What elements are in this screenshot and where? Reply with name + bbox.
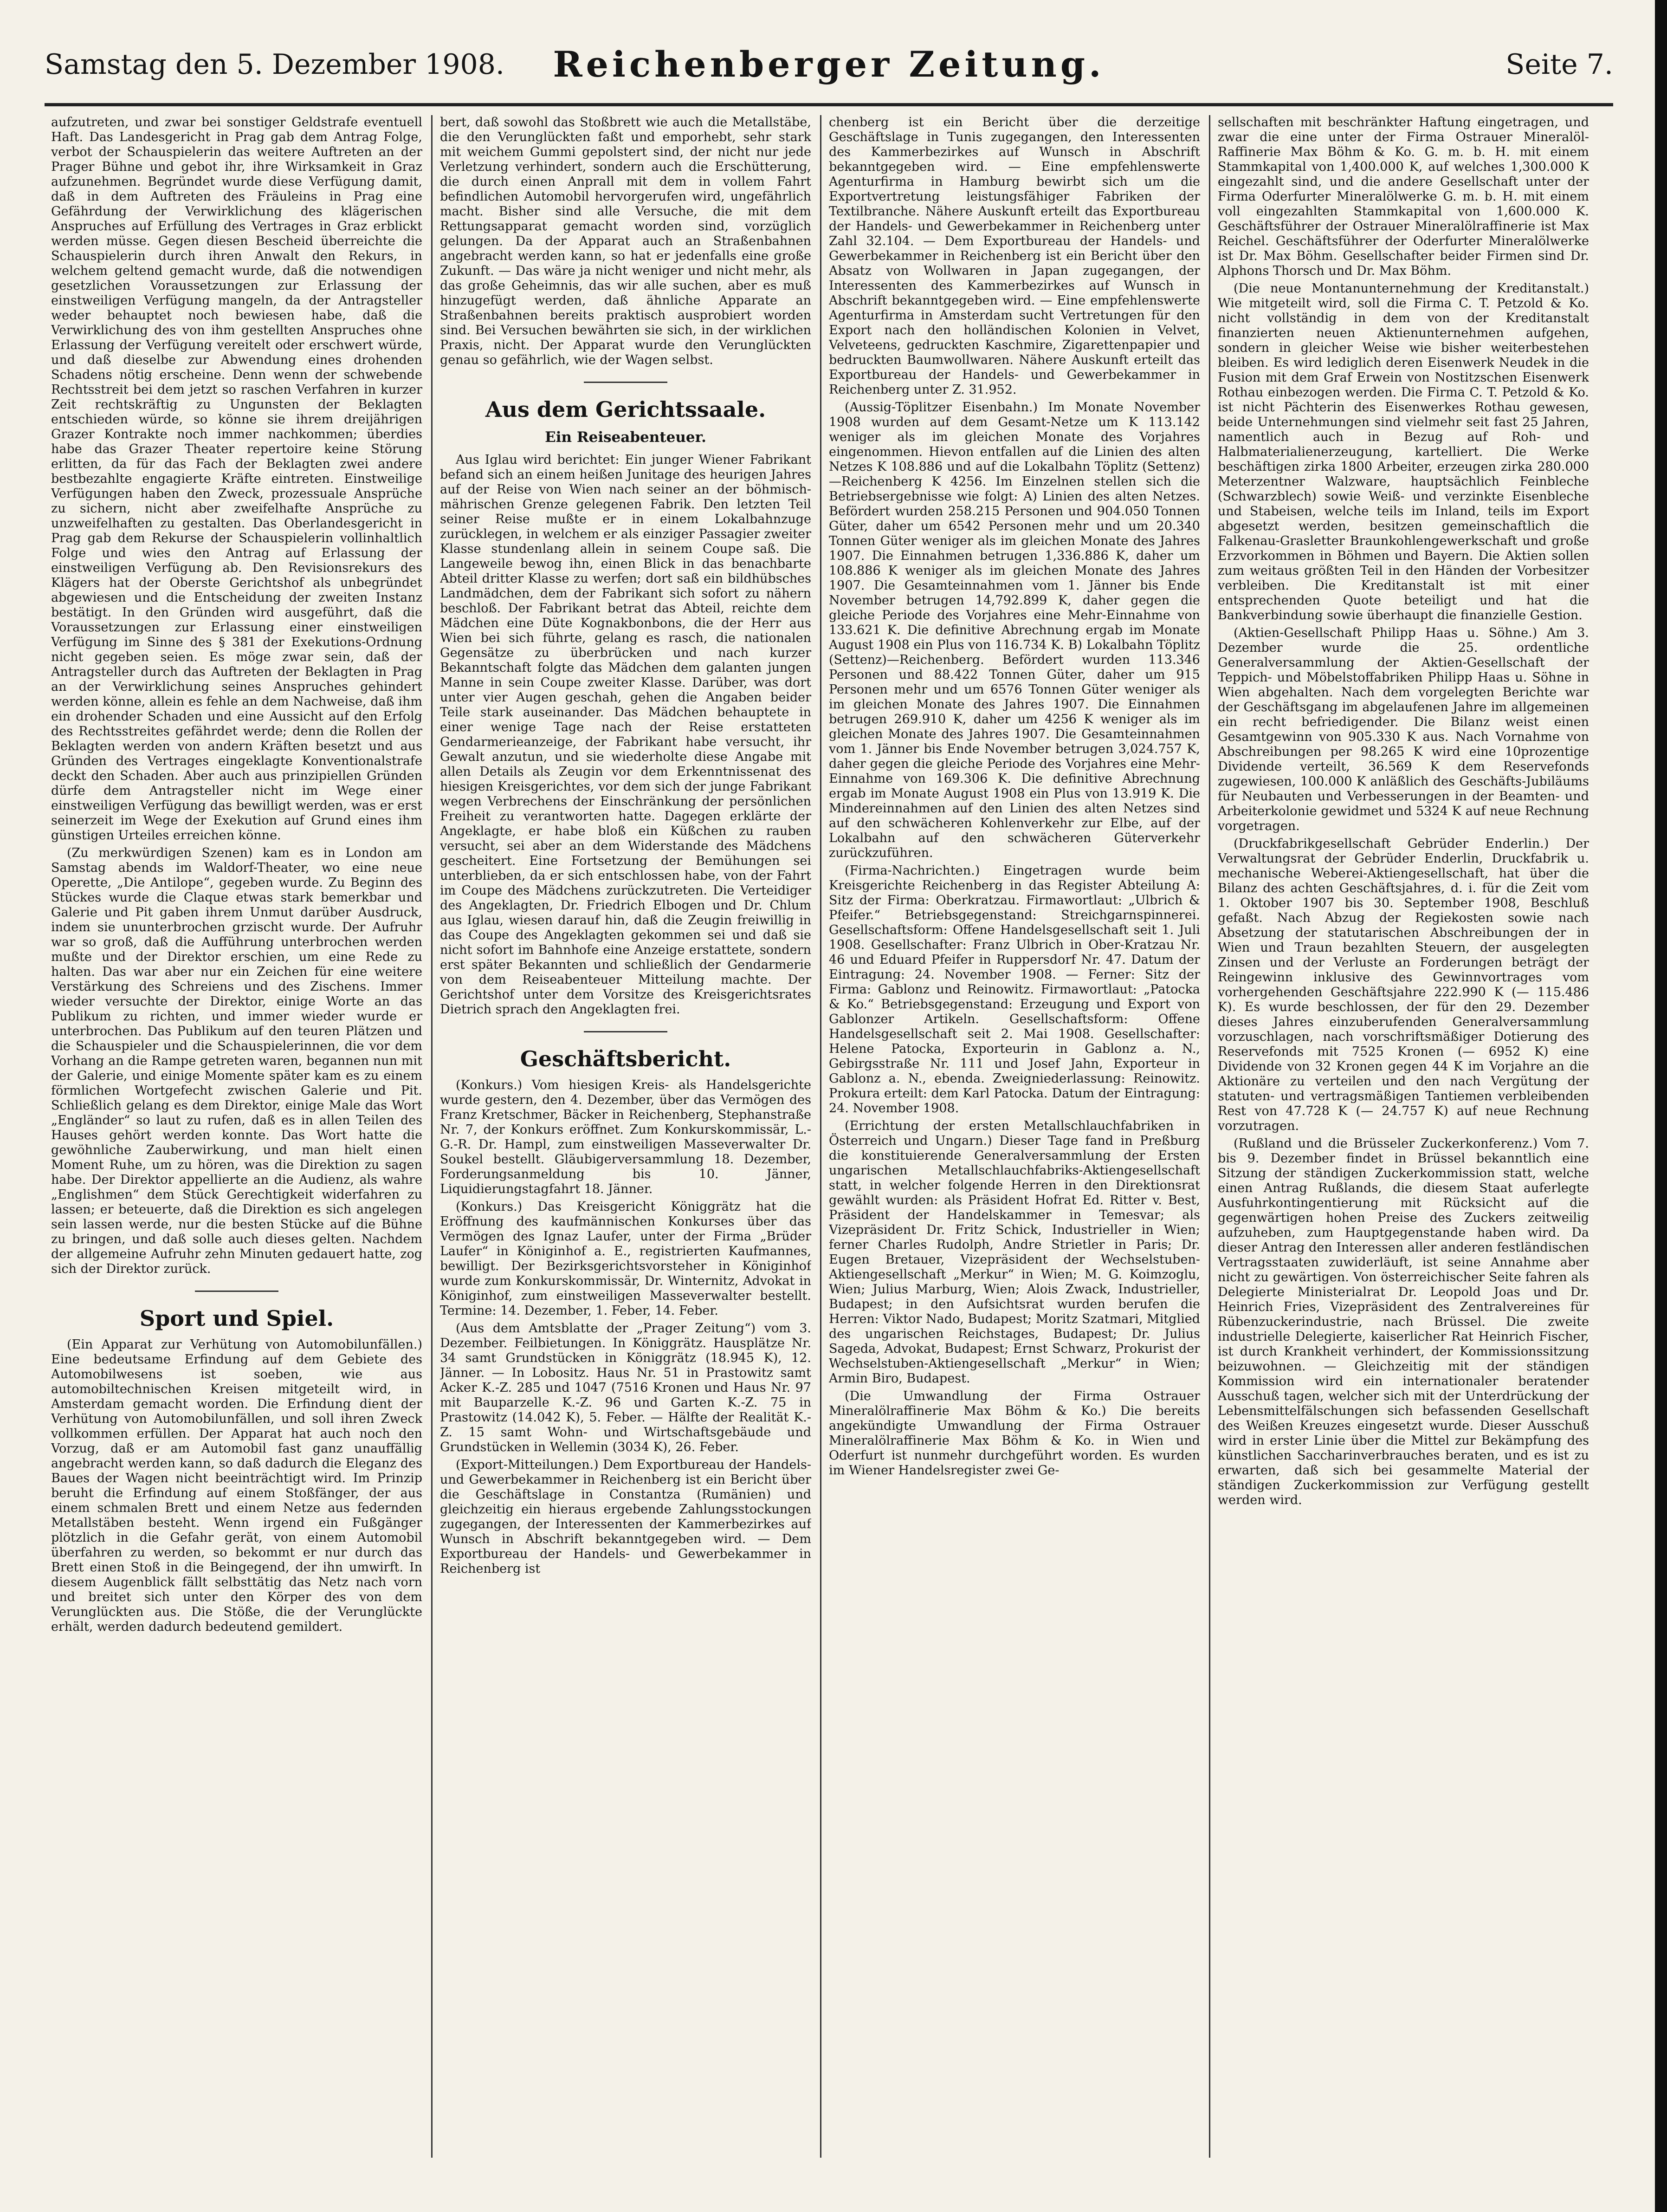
article-export: (Export-Mitteilungen.) Dem Exportbureau der Handels- und Gewerbekammer in Reichenberg ist ein Bericht über die Geschäftslage in Constantza (Rumänien) und gleichzeitig ein hieraus ergebende Zahlungsstockungen zugegangen, der Interessenten der Kammerbezirkes auf Wunsch in Abschrift bekanntgegeben wird. — Dem Exportbureau der Handels- und Gewerbekammer in Reichenberg ist [440,1458,811,1576]
article-sport: (Ein Apparat zur Verhütung von Automobilunfällen.) Eine bedeutsame Erfindung auf dem Gebiete des Automobilwesens ist soeben, wie aus automobiltechnischen Kreisen mitgeteilt wird, in Amsterdam gemacht worden. Die Erfindung dient der Verhütung von Automobilunfällen, und soll ihren Zweck vollkommen erfüllen. Der Apparat hat auch noch den Vorzug, daß er am Automobil fast ganz unauffällig angebracht werden kann, so daß dadurch die Eleganz des Baues der Wagen nicht beeinträchtigt wird. Im Prinzip beruht die Erfindung auf einem Stoßfänger, der aus einem schmalen Brett und einem Netze aus federnden Metallstäben besteht. Wenn irgend ein Fußgänger plötzlich in die Gefahr gerät, von einem Automobil überfahren zu werden, so bekommt er nur durch das Brett einen Stoß in die Beingegend, der ihn umwirft. In diesem Augenblick fällt selbsttätig das Netz nach vorn und breitet sich unter den Körper des von dem Verunglückten aus. Die Stöße, die der Verunglückte erhält, werden dadurch bedeutend gemildert. [51,1337,422,1634]
article-paragraph: aufzutreten, und zwar bei sonstiger Geldstrafe eventuell Haft. Das Landesgericht in Prag gab dem Antrag Folge, verbot der Schauspielerin das weitere Auftreten an der Prager Bühne und gebot ihr, ihre Wirksamkeit in Graz aufzunehmen. Begründet wurde diese Verfügung damit, daß in dem Auftreten des Fräuleins in Prag eine Gefährdung der Verwirklichung des klägerischen Anspruches auf Erfüllung des Vertrages in Graz erblickt werden müsse. Gegen diesen Bescheid überreichte die Schauspielerin durch ihren Anwalt den Rekurs, in welchem geltend gemacht wurde, daß die notwendigen gesetzlichen Voraussetzungen zur Erlassung der einstweiligen Verfügung mangeln, da der Antragsteller weder behauptet noch bewiesen habe, daß die Verwirklichung des von ihm gestellten Anspruches ohne Erlassung der Verfügung vereitelt oder erschwert würde, und daß dieselbe zur Abwendung eines drohenden Schadens nötig erscheine. Denn wenn der schwebende Rechtsstreit bei dem jetzt so raschen Verfahren in kurzer Zeit rechtskräftig zu Ungunsten der Beklagten entschieden würde, so könne sie ihrem dreijährigen Grazer Kontrakte noch immer nachkommen; überdies habe das Grazer Theater repertoire keine Störung erlitten, da für das Fach der Beklagten zwei andere bestbezahlte engagierte Kräfte eintreten. Einstweilige Verfügungen haben den Zweck, prozessuale Ansprüche zu sichern, nicht aber zweifelhafte Ansprüche zu unzweifelhaften zu gestalten. Das Oberlandesgericht in Prag gab dem Rekurse der Schauspielerin vollinhaltlich Folge und wies den Antrag auf Erlassung der einstweiligen Verfügung ab. Den Revisionsrekurs des Klägers hat der Oberste Gerichtshof als unbegründet abgewiesen und die Entscheidung der zweiten Instanz bestätigt. In den Gründen wird ausgeführt, daß die Voraussetzungen zur Erlassung einer einstweiligen Verfügung im Sinne des § 381 der Exekutions-Ordnung nicht gegeben seien. Es möge zwar sein, daß der Antragsteller durch das Auftreten der Beklagten in Prag an der Verwirklichung seines Anspruches gehindert werden könne, allein es fehle an dem Nachweise, daß ihm ein drohender Schaden und eine Aussicht auf den Erfolg des Rechtsstreites gefährdet werde; denn die Rollen der Beklagten werden von andern Kräften besetzt und aus Gründen des Vertrages eingeklagte Konventionalstrafe deckt den Schaden. Aber auch aus prinzipiellen Gründen dürfe dem Antragsteller nicht im Wege einer einstweiligen Verfügung das bewilligt werden, was er erst seinerzeit im Wege der Exekution auf Grund eines ihm günstigen Urteiles erreichen könne. [51,115,422,843]
article-sport-continued: bert, daß sowohl das Stoßbrett wie auch die Metallstäbe, die den Verunglückten faßt und emporhebt, sehr stark mit weichem Gummi gepolstert sind, der nicht nur jede Verletzung verhindert, sondern auch die Erschütterung, die durch einen Anprall mit dem in vollem Fahrt befindlichen Automobil hervorgerufen wird, ungefährlich macht. Bisher sind alle Versuche, die mit dem Rettungsapparat gemacht worden sind, vorzüglich gelungen. Da der Apparat auch an Straßenbahnen angebracht werden kann, so hat er jedenfalls eine große Zukunft. — Das wäre ja nicht weniger und nicht mehr, als das große Geheimnis, das wir alle suchen, aber es muß hinzugefügt werden, daß ähnliche Apparate an Straßenbahnen bereits praktisch ausprobiert worden sind. Bei Versuchen bewährten sie sich, in der wirklichen Praxis, nicht. Der Apparat wurde den Verunglückten genau so gefährlich, wie der Wagen selbst. [440,115,811,367]
article-export-continued: chenberg ist ein Bericht über die derzeitige Geschäftslage in Tunis zugegangen, den Interessenten des Kammerbezirkes auf Wunsch in Abschrift bekanntgegeben wird. — Eine empfehlenswerte Agenturfirma in Hamburg bewirbt sich um die Exportvertretung leistungsfähiger Fabriken der Textilbranche. Nähere Auskunft erteilt das Exportbureau der Handels- und Gewerbekammer in Reichenberg unter Zahl 32.104. — Dem Exportbureau der Handels- und Gewerbekammer in Reichenberg ist ein Bericht über den Absatz von Wollwaren in Japan zugegangen, der Interessenten des Kammerbezirkes auf Wunsch in Abschrift bekanntgegeben wird. — Eine empfehlenswerte Agenturfirma in Amsterdam sucht Vertretungen für den Export nach den holländischen Kolonien in Velvet, Velveteens, gedruckten Kaschmire, Zigarettenpapier und bedruckten Baumwollwaren. Nähere Auskunft erteilt das Exportbureau der Handels- und Gewerbekammer in Reichenberg unter Z. 31.952. [829,115,1200,397]
article-scenes: (Zu merkwürdigen Szenen) kam es in London am Samstag abends im Waldorf-Theater, wo eine neue Operette, „Die Antilope“, gegeben wurde. Zu Beginn des Stückes wurde die Claque etwas stark bemerkbar und Galerie und Pit gaben ihrem Unmut darüber Ausdruck, indem sie ununterbrochen grzischt wurde. Der Aufruhr war so groß, daß die Aufführung unterbrochen werden mußte und der Direktor erschien, um eine Rede zu halten. Das war aber nur ein Zeichen für eine weitere Verstärkung des Schreiens und des Zischens. Immer wieder versuchte der Direktor, einige Worte an das Publikum zu richten, und immer wieder wurde er unterbrochen. Das Publikum auf den teuren Plätzen und die Schauspieler und die Schauspielerinnen, die vor dem Vorhang an die Rampe getreten waren, begannen nun mit der Galerie, und einige Momente später kam es zu einem förmlichen Wortgefecht zwischen Galerie und Pit. Schließlich gelang es dem Direktor, einige Male das Wort „Engländer“ so laut zu rufen, daß es in allen Teilen des Hauses gehört werden konnte. Das Wort hatte die gewöhnliche Zauberwirkung, und man hielt einen Moment Ruhe, um zu hören, was die Direktion zu sagen habe. Der Direktor appellierte an die Audienz, als wahre „Englishmen“ dem Stück Gerechtigkeit widerfahren zu lassen; er beteuerte, daß die Direktion es sich angelegen sein lassen werde, nur die besten Stücke auf die Bühne zu bringen, und daß solle auch dieses gelten. Nachdem der allgemeine Aufruhr zehn Minuten gedauert hatte, zog sich der Direktor zurück. [51,846,422,1276]
column-divider [431,115,433,2158]
article-montan: (Die neue Montanunternehmung der Kreditanstalt.) Wie mitgeteilt wird, soll die Firma C. T. Petzold & Ko. nicht vollständig in dem von der Kreditanstalt finanzierten neuen Aktienunternehmen aufgehen, sondern in gleicher Weise wie bisher weiterbestehen bleiben. Es wird lediglich deren Eisenwerk Neudek in die Fusion mit dem Graf Erwein von Nostitzschen Eisenwerk Rothau einbezogen werden. Die Firma C. T. Petzold & Ko. ist nicht Pächterin des Eisenwerkes Rothau gewesen, beide Unternehmungen sind vielmehr seit fast 25 Jahren, namentlich auch in Bezug auf Roh- und Halbmaterialienerzeugung, kartelliert. Die Werke beschäftigen zirka 1800 Arbeiter, erzeugen zirka 280.000 Meterzentner Walzware, hauptsächlich Feinbleche (Schwarzblech) sowie Weiß- und verzinkte Eisenbleche und Stabeisen, welche teils im Inland, teils im Export abgesetzt werden, besitzen gemeinschaftlich die Falkenau-Grasletter Braunkohlengewerkschaft und große Erzvorkommen in Böhmen und Bayern. Die Aktien sollen zum weitaus größten Teil in den Händen der Vorbesitzer verbleiben. Die Kreditanstalt ist mit einer entsprechenden Quote beteiligt und hat die Bankverbindung sowie überhaupt die finanzielle Gestion. [1218,281,1589,623]
header-rule [45,103,1613,106]
column-2 [440,115,811,2158]
article-headline: Ein Reiseabenteuer. [545,429,706,446]
article-bahn: (Aussig-Töplitzer Eisenbahn.) Im Monate November 1908 wurden auf dem Gesamt-Netze um K 113.142 weniger als im gleichen Monate des Vorjahres eingenommen. Hievon entfallen auf die Linien des alten Netzes K 108.886 und auf die Lokalbahn Töplitz (Settenz)—Reichenberg K 4256. Im Einzelnen stellen sich die Betriebsergebnisse wie folgt: A) Linien des alten Netzes. Befördert wurden 258.215 Personen und 904.050 Tonnen Güter, daher um 6542 Personen mehr und um 20.340 Tonnen Güter weniger als im gleichen Monate des Jahres 1907. Die Einnahmen betrugen 1,336.886 K, daher um 108.886 K weniger als im gleichen Monate des Jahres 1907. Die Gesamteinnahmen vom 1. Jänner bis Ende November betrugen 14,792.899 K, daher gegen die gleiche Periode des Vorjahres eine Mehr-Einnahme von 133.621 K. Die definitive Abrechnung ergab im Monate August 1908 ein Plus von 116.734 K. B) Lokalbahn Töplitz (Settenz)—Reichenberg. Befördert wurden 113.346 Personen und 88.422 Tonnen Güter, daher um 915 Personen mehr und um 6576 Tonnen Güter weniger als im gleichen Monate des Jahres 1907. Die Einnahmen betrugen 269.910 K, daher um 4256 K weniger als im gleichen Monate des Jahres 1907. Die Gesamteinnahmen vom 1. Jänner bis Ende November betrugen 3,024.757 K, daher gegen die gleiche Periode des Vorjahres eine Mehr-Einnahme von 169.306 K. Die definitive Abrechnung ergab im Monate August 1908 ein Plus von 13.919 K. Die Mindereinnahmen auf den Linien des alten Netzes sind auf den schwächeren Kohlenverkehr zur Elbe, auf der Lokalbahn auf den schwächeren Güterverkehr zurückzuführen. [829,400,1200,860]
scan-edge [1655,0,1667,2212]
article-amtsblatt: (Aus dem Amtsblatte der „Prager Zeitung“) vom 3. Dezember. Feilbietungen. In Königgrätz. Hausplätze Nr. 34 samt Grundstücken in Königgrätz (18.945 K), 12. Jänner. — In Lobositz. Haus Nr. 51 in Prastowitz samt Acker K.-Z. 285 und 1047 (7516 Kronen und Haus Nr. 97 mit Bauparzelle K.-Z. 96 und Garten K.-Z. 75 in Prastowitz (14.042 K), 5. Feber. — Hälfte der Realität K.-Z. 15 samt Wohn- und Wirtschaftsgebäude und Grundstücken in Wellemin (3034 K), 26. Feber. [440,1321,811,1454]
article-court: Aus Iglau wird berichtet: Ein junger Wiener Fabrikant befand sich an einem heißen Junitage des heurigen Jahres auf der Reise von Wien nach seiner an der böhmisch-mährischen Grenze gelegenen Fabrik. Den letzten Teil seiner Reise mußte er in einem Lokalbahnzuge zurücklegen, in welchem er als einziger Passagier zweiter Klasse stundenlang allein in seinem Coupe saß. Die Langeweile bewog ihn, einen Blick in das benachbarte Abteil dritter Klasse zu werfen; dort saß ein bildhübsches Landmädchen, dem der Fabrikant sich sofort zu nähern beschloß. Der Fabrikant betrat das Abteil, reichte dem Mädchen eine Düte Kognakbonbons, die der Herr aus Wien bei sich führte, gelang es rasch, die nationalen Gegensätze zu überbrücken und nach kurzer Bekanntschaft folgte das Mädchen dem galanten jungen Manne in sein Coupe zweiter Klasse. Darüber, was dort unter vier Augen geschah, gehen die Angaben beider Teile stark auseinander. Das Mädchen behauptete in einer wenige Tage nach der Reise erstatteten Gendarmerieanzeige, der Fabrikant habe versucht, ihr Gewalt anzutun, und sie wiederholte diese Angabe mit allen Details als Zeugin vor dem Erkenntnissenat des hiesigen Kreisgerichtes, vor dem sich der junge Fabrikant wegen Verbrechens der Einschränkung der persönlichen Freiheit zu verantworten hatte. Dagegen erklärte der Angeklagte, er habe bloß ein Küßchen zu rauben versucht, sei aber an dem Widerstande des Mädchens gescheitert. Eine Fortsetzung der Bemühungen sei unterblieben, da er sich entschlossen habe, von der Fahrt im Coupe des Mädchens zurückzutreten. Die Verteidiger des Angeklagten, Dr. Friedrich Elbogen und Dr. Chlum aus Iglau, wiesen darauf hin, daß die Zeugin freiwillig in das Coupe des Angeklagten gekommen sei und daß sie nicht sofort im Bahnhofe eine Anzeige erstattete, sondern erst später Bekannten und schließlich der Gendarmerie von dem Reiseabenteuer Mitteilung machte. Der Gerichtshof unter dem Vorsitze des Kreisgerichtsrates Dietrich sprach den Angeklagten frei. [440,453,811,1017]
newspaper-title: Reichenberger Zeitung. [553,44,1105,85]
section-title-court: Aus dem Gerichtssaale. [485,397,766,422]
article-metall: (Errichtung der ersten Metallschlauchfabriken in Österreich und Ungarn.) Dieser Tage fand in Preßburg die konstituierende Generalversammlung der Ersten ungarischen Metallschlauchfabriks-Aktiengesellschaft statt, in welcher folgende Herren in den Direktionsrat gewählt wurden: als Präsident Hofrat Ed. Ritter v. Best, Präsident der Handelskammer in Temesvar; als Vizepräsident Dr. Fritz Schick, Industrieller in Wien; ferner Charles Rudolph, Andre Strietler in Paris; Dr. Eugen Bretauer, Vizepräsident der Wechselstuben-Aktiengesellschaft „Merkur“ in Wien; M. G. Koimzoglu, Wien; Julius Marburg, Wien; Alois Zwack, Industrieller, Budapest; in den Aufsichtsrat wurden berufen die Herren: Viktor Nado, Budapest; Moritz Szatmari, Mitglied des ungarischen Reichstages, Budapest; Dr. Julius Sageda, Advokat, Budapest; Ernst Schwarz, Prokurist der Wechselstuben-Aktiengesellschaft „Merkur“ in Wien; Armin Biro, Budapest. [829,1119,1200,1386]
masthead [45,28,1613,97]
article-umwandlung: (Die Umwandlung der Firma Ostrauer Mineralölraffinerie Max Böhm & Ko.) Die bereits angekündigte Umwandlung der Firma Ostrauer Mineralölraffinerie Max Böhm & Ko. in Wien und Oderfurt ist nunmehr durchgeführt worden. Es wurden im Wiener Handelsregister zwei Ge- [829,1389,1200,1478]
article-konkurs: (Konkurs.) Vom hiesigen Kreis- als Handelsgerichte wurde gestern, den 4. Dezember, über das Vermögen des Franz Kretschmer, Bäcker in Reichenberg, Stephanstraße Nr. 7, der Konkurs eröffnet. Zum Konkurskommissär, L.-G.-R. Dr. Hampl, zum einstweiligen Masseverwalter Dr. Soukel bestellt. Gläubigerversammlung 18. Dezember, Forderungsanmeldung bis 10. Jänner, Liquidierungstagfahrt 18. Jänner. [440,1078,811,1196]
date-line: Samstag den 5. Dezember 1908. [45,48,504,81]
section-title-business: Geschäftsbericht. [520,1046,731,1071]
page-number: Seite 7. [1505,48,1613,81]
section-divider [584,382,667,383]
column-4 [1218,115,1589,2158]
column-3 [829,115,1200,2158]
section-divider [195,1291,278,1292]
article-firma: (Firma-Nachrichten.) Eingetragen wurde beim Kreisgerichte Reichenberg in das Register Abteilung A: Sitz der Firma: Oberkratzau. Firmawortlaut: „Ulbrich & Pfeifer.“ Betriebsgegenstand: Streichgarnspinnerei. Gesellschaftsform: Offene Handelsgesellschaft seit 1. Juli 1908. Gesellschafter: Franz Ulbrich in Ober-Kratzau Nr. 46 und Eduard Pfeifer in Ruppersdorf Nr. 47. Datum der Eintragung: 24. November 1908. — Ferner: Sitz der Firma: Gablonz und Reinowitz. Firmawortlaut: „Patocka & Ko.“ Betriebsgegenstand: Erzeugung und Export von Gablonzer Artikeln. Gesellschaftsform: Offene Handelsgesellschaft seit 2. Mai 1908. Gesellschafter: Helene Patocka, Exporteurin in Gablonz a. N., Gebirgsstraße Nr. 111 und Josef Jahn, Exporteur in Gablonz a. N., ebenda. Zweigniederlassung: Reinowitz. Prokura erteilt: dem Karl Patocka. Datum der Eintragung: 24. November 1908. [829,863,1200,1116]
section-title-sport: Sport und Spiel. [139,1306,334,1331]
article-konkurs-2: (Konkurs.) Das Kreisgericht Königgrätz hat die Eröffnung des kaufmännischen Konkurses über das Vermögen des Ignaz Laufer, unter der Firma „Brüder Laufer“ in Königinhof a. E., registrierten Kaufmannes, bewilligt. Der Bezirksgerichtsvorsteher in Königinhof wurde zum Konkurskommissär, Dr. Winternitz, Advokat in Königinhof, zum einstweiligen Masseverwalter bestellt. Termine: 14. Dezember, 1. Feber, 14. Feber. [440,1200,811,1318]
column-1 [51,115,422,2158]
article-haas: (Aktien-Gesellschaft Philipp Haas u. Söhne.) Am 3. Dezember wurde die 25. ordentliche Generalversammlung der Aktien-Gesellschaft der Teppich- und Möbelstoffabriken Philipp Haas u. Söhne in Wien abgehalten. Nach dem vorgelegten Berichte war der Geschäftsgang im abgelaufenen Jahre im allgemeinen ein recht befriedigender. Die Bilanz weist einen Gesamtgewinn von 905.330 K aus. Nach Vornahme von Abschreibungen per 98.265 K wird eine 10prozentige Dividende verteilt, 36.569 K dem Reservefonds zugewiesen, 100.000 K anläßlich des Geschäfts-Jubiläums für Neubauten und Verbesserungen in der Beamten- und Arbeiterkolonie gewidmet und 5324 K auf neue Rechnung vorgetragen. [1218,626,1589,833]
section-divider [584,1031,667,1032]
column-divider [820,115,821,2158]
column-divider [1209,115,1210,2158]
article-enderlin: (Druckfabrikgesellschaft Gebrüder Enderlin.) Der Verwaltungsrat der Gebrüder Enderlin, Druckfabrik u. mechanische Weberei-Aktiengesellschaft, hat über die Bilanz des achten Geschäftsjahres, d. i. für die Zeit vom 1. Oktober 1907 bis 30. September 1908, Beschluß gefaßt. Nach Abzug der Regiekosten sowie nach Absetzung der statutarischen Abschreibungen der in Wien und Traun bezahlten Steuern, der ausgelegten Zinsen und der Verluste an Forderungen beträgt der Reingewinn inklusive des Gewinnvortrages vom vorhergehenden Geschäftsjahre 222.990 K (— 115.486 K). Es wurde beschlossen, der für den 29. Dezember dieses Jahres einzuberufenden Generalversammlung vorzuschlagen, nach vorschriftsmäßiger Dotierung des Reservefonds mit 7525 Kronen (— 6952 K) eine Dividende von 32 Kronen gegen 44 K im Vorjahre an die Aktionäre zu verteilen und den nach Vergütung der statuten- und vertragsmäßigen Tantiemen verbleibenden Rest von 47.728 K (— 24.757 K) auf neue Rechnung vorzutragen. [1218,837,1589,1133]
article-umwandlung-continued: sellschaften mit beschränkter Haftung eingetragen, und zwar die eine unter der Firma Ostrauer Mineralöl-Raffinerie Max Böhm & Ko. G. m. b. H. mit einem Stammkapital von 1,400.000 K, auf welches 1,300.000 K eingezahlt sind, und die andere Gesellschaft unter der Firma Oderfurter Mineralölwerke G. m. b. H. mit einem voll eingezahlten Stammkapital von 1,600.000 K. Geschäftsführer der Ostrauer Mineralölraffinerie ist Max Reichel. Geschäftsführer der Oderfurter Mineralölwerke ist Dr. Max Böhm. Gesellschafter beider Firmen sind Dr. Alphons Thorsch und Dr. Max Böhm. [1218,115,1589,278]
article-zucker: (Rußland und die Brüsseler Zuckerkonferenz.) Vom 7. bis 9. Dezember findet in Brüssel bekanntlich eine Sitzung der ständigen Zuckerkommission statt, welche einen Antrag Rußlands, die diesem Staat auferlegte Ausfuhrkontingentierung mit Rücksicht auf die gegenwärtigen hohen Preise des Zuckers zeitweilig aufzuheben, zum Hauptgegenstande haben wird. Da dieser Antrag den Interessen aller anderen festländischen Vertragsstaaten zuwiderläuft, ist seine Annahme aber nicht zu gewärtigen. Von österreichischer Seite fahren als Delegierte Ministerialrat Dr. Leopold Joas und Dr. Heinrich Fries, Vizepräsident des Zentralvereines für Rübenzuckerindustrie, nach Brüssel. Die zweite industrielle Delegierte, kaiserlicher Rat Heinrich Fischer, ist durch Krankheit verhindert, der Kommissionssitzung beizuwohnen. — Gleichzeitig mit der ständigen Kommission wird ein internationaler beratender Ausschuß tagen, welcher sich mit der Unterdrückung der Lebensmittelfälschungen sich befassenden Gesellschaft des Weißen Kreuzes eingesetzt wurde. Dieser Ausschuß wird in erster Linie über die Mittel zur Bekämpfung des künstlichen Saccharinverbrauches beraten, und es ist zu erwarten, daß sich bei gesammelte Material der ständigen Zuckerkommission zur Verfügung gestellt werden wird. [1218,1136,1589,1507]
